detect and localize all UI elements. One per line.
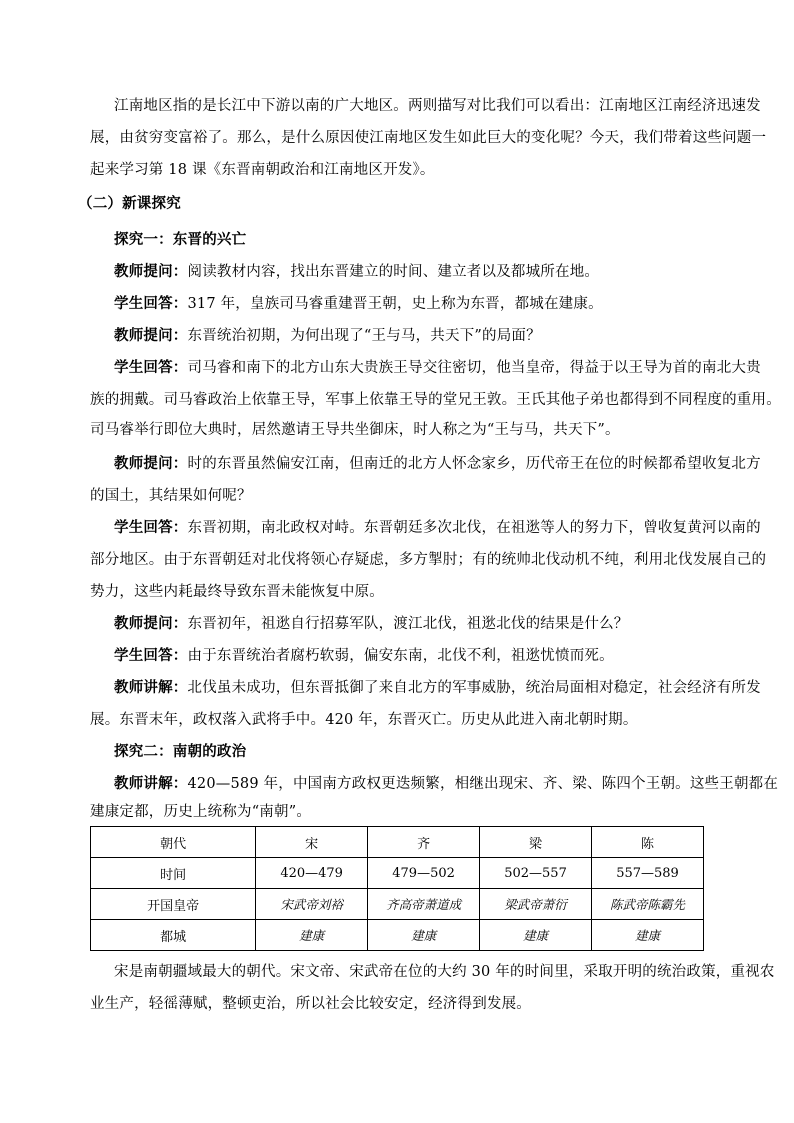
table-cell: 朝代 bbox=[91, 827, 256, 858]
answer-text-cont: 族的拥戴。司马睿政治上依靠王导，军事上依靠王导的堂兄王敦。王氏其他子弟也都得到不同程度的重用。 bbox=[90, 392, 781, 408]
teacher-question-label: 教师提问： bbox=[114, 327, 188, 344]
answer-text-cont: 部分地区。由于东晋朝廷对北伐将领心存疑虑，多方掣肘；有的统帅北伐动机不纯，利用北伐发展自己的 bbox=[90, 552, 767, 568]
question-text: 时的东晋虽然偏安江南，但南迁的北方人怀念家乡，历代帝王在位的时候都希望收复北方 bbox=[187, 456, 761, 472]
table-cell: 420—479 bbox=[256, 858, 368, 889]
teacher-explain-label: 教师讲解： bbox=[114, 679, 188, 696]
table-cell: 557—589 bbox=[592, 858, 704, 889]
qa-line bbox=[114, 294, 603, 314]
student-answer-label: 学生回答： bbox=[114, 519, 188, 536]
intro-line-2: 展，由贫穷变富裕了。那么，是什么原因使江南地区发生如此巨大的变化呢？今天，我们带着这些问题一 bbox=[90, 130, 767, 146]
answer-text: 东晋初期，南北政权对峙。东晋朝廷多次北伐，在祖逖等人的努力下，曾收复黄河以南的 bbox=[187, 520, 761, 536]
explain-text-cont: 建康定都，历史上统称为“南朝”。 bbox=[90, 804, 312, 820]
answer-text: 317 年，皇族司马睿重建晋王朝，史上称为东晋，都城在建康。 bbox=[187, 296, 603, 312]
table-cell: 宋 bbox=[256, 827, 368, 858]
teacher-question-label: 教师提问： bbox=[114, 263, 188, 280]
explain-text: 北伐虽未成功，但东晋抵御了来自北方的军事威胁，统治局面相对稳定，社会经济有所发 bbox=[187, 680, 761, 696]
question-text: 阅读教材内容，找出东晋建立的时间、建立者以及都城所在地。 bbox=[187, 264, 600, 280]
intro-line-1: 江南地区指的是长江中下游以南的广大地区。两则描写对比我们可以看出：江南地区江南经济迅速发 bbox=[114, 98, 761, 114]
table-cell: 建康 bbox=[256, 920, 368, 951]
answer-text: 由于东晋统治者腐朽软弱，偏安东南，北伐不利，祖逖忧愤而死。 bbox=[187, 648, 614, 664]
qa-line bbox=[114, 646, 614, 666]
explain-text-cont: 展。东晋末年，政权落入武将手中。420 年，东晋灭亡。历史从此进入南北朝时期。 bbox=[90, 712, 638, 728]
table-row bbox=[91, 827, 704, 858]
table-cell: 479—502 bbox=[368, 858, 480, 889]
intro-line-3: 起来学习第 18 课《东晋南朝政治和江南地区开发》。 bbox=[90, 162, 435, 178]
table-cell: 开国皇帝 bbox=[91, 889, 256, 920]
teacher-question-label: 教师提问： bbox=[114, 615, 188, 632]
table-cell: 502—557 bbox=[480, 858, 592, 889]
closing-line-2: 业生产，轻徭薄赋，整顿吏治，所以社会比较安定，经济得到发展。 bbox=[90, 996, 531, 1012]
answer-text: 司马睿和南下的北方山东大贵族王导交往密切，他当皇帝，得益于以王导为首的南北大贵 bbox=[187, 360, 761, 376]
table-cell: 梁 bbox=[480, 827, 592, 858]
table-cell: 都城 bbox=[91, 920, 256, 951]
qa-line bbox=[114, 774, 778, 794]
student-answer-label: 学生回答： bbox=[114, 359, 188, 376]
student-answer-label: 学生回答： bbox=[114, 647, 188, 664]
qa-line bbox=[114, 326, 541, 346]
table-cell: 陈 bbox=[592, 827, 704, 858]
explore1-title: 探究一：东晋的兴亡 bbox=[114, 231, 247, 248]
dynasty-table bbox=[90, 826, 704, 951]
table-cell: 时间 bbox=[91, 858, 256, 889]
answer-text-cont: 势力，这些内耗最终导致东晋未能恢复中原。 bbox=[90, 584, 384, 600]
table-cell: 建康 bbox=[480, 920, 592, 951]
qa-line bbox=[114, 454, 761, 474]
qa-line bbox=[114, 358, 761, 378]
explore2-title: 探究二：南朝的政治 bbox=[114, 743, 247, 760]
explain-text: 420—589 年，中国南方政权更迭频繁，相继出现宋、齐、梁、陈四个王朝。这些王朝都在 bbox=[187, 776, 779, 792]
question-text-cont: 的国土，其结果如何呢？ bbox=[90, 488, 252, 504]
table-cell: 齐高帝萧道成 bbox=[368, 889, 480, 920]
table-cell: 宋武帝刘裕 bbox=[256, 889, 368, 920]
section-title: （二）新课探究 bbox=[78, 195, 181, 212]
qa-line bbox=[114, 678, 761, 698]
qa-line bbox=[114, 614, 629, 634]
qa-line bbox=[114, 518, 761, 538]
table-cell: 陈武帝陈霸先 bbox=[592, 889, 704, 920]
table-cell: 齐 bbox=[368, 827, 480, 858]
qa-line bbox=[114, 262, 599, 282]
answer-text-cont: 司马睿举行即位大典时，居然邀请王导共坐御床，时人称之为“王与马，共天下”。 bbox=[90, 422, 620, 438]
table-cell: 梁武帝萧衍 bbox=[480, 889, 592, 920]
table-row bbox=[91, 858, 704, 889]
table-row bbox=[91, 920, 704, 951]
student-answer-label: 学生回答： bbox=[114, 295, 188, 312]
table-row bbox=[91, 889, 704, 920]
teacher-question-label: 教师提问： bbox=[114, 455, 188, 472]
table-cell: 建康 bbox=[592, 920, 704, 951]
teacher-explain-label: 教师讲解： bbox=[114, 775, 188, 792]
table-cell: 建康 bbox=[368, 920, 480, 951]
question-text: 东晋统治初期，为何出现了“王与马，共天下”的局面？ bbox=[187, 328, 541, 344]
closing-line-1: 宋是南朝疆域最大的朝代。宋文帝、宋武帝在位的大约 30 年的时间里，采取开明的统治政策，重视农 bbox=[114, 964, 775, 980]
question-text: 东晋初年，祖逖自行招募军队，渡江北伐，祖逖北伐的结果是什么？ bbox=[187, 616, 629, 632]
